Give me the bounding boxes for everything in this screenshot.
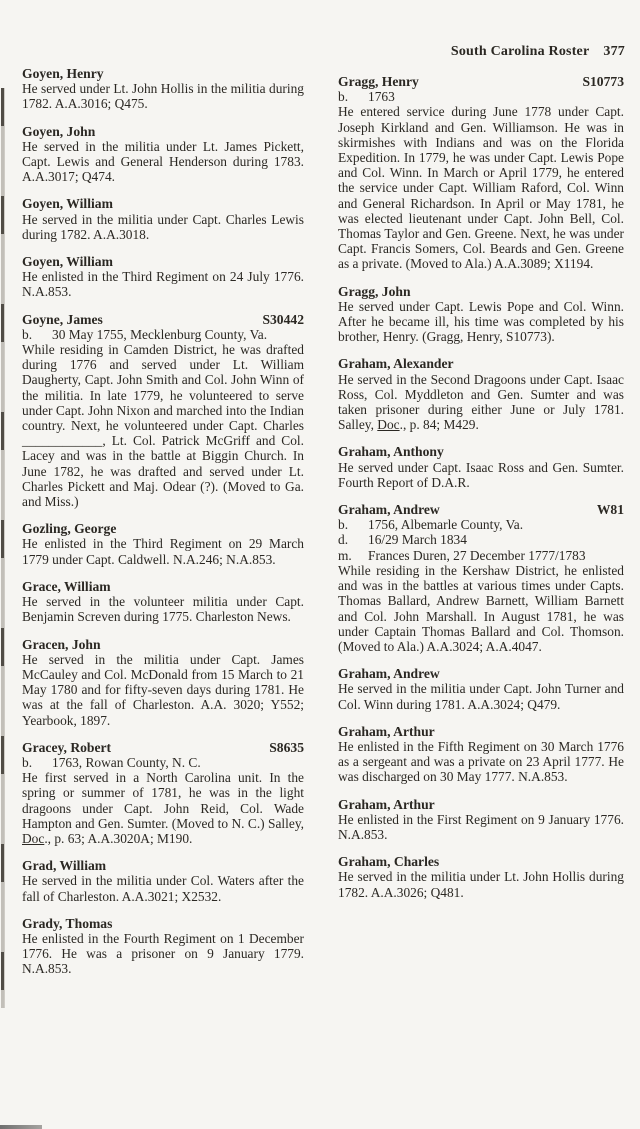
entry-meta-row [338, 517, 624, 532]
entry-name: Gracen, John [22, 636, 101, 652]
entry-head [22, 66, 304, 81]
entry-head [22, 858, 304, 873]
meta-label: b. [338, 517, 349, 533]
body-text: He served in the militia under Lt. John Hollis during 1782. A.A.3026; Q481. [338, 869, 624, 900]
entry-meta-row [338, 548, 624, 563]
entry-claim-number: S8635 [269, 739, 304, 755]
entry-name: Grady, Thomas [22, 915, 113, 931]
entry-body [22, 269, 304, 299]
entry-head [338, 666, 624, 681]
entry-body [22, 342, 304, 509]
entry-body [338, 460, 624, 490]
entry-head [338, 854, 624, 869]
entry-name: Grad, William [22, 858, 107, 874]
entry-claim-number: W81 [596, 502, 624, 518]
entry-body [22, 652, 304, 728]
roster-entry [338, 74, 624, 272]
body-text: ., p. 84; M429. [399, 417, 479, 433]
entry-claim-number: S30442 [262, 311, 304, 327]
roster-entry [22, 637, 304, 728]
entry-body [22, 770, 304, 846]
entry-body [338, 869, 624, 899]
entry-head [338, 284, 624, 299]
roster-entry [22, 521, 304, 567]
entry-name: Gozling, George [22, 521, 117, 537]
entry-body [22, 873, 304, 903]
entry-body [338, 104, 624, 271]
underlined-citation: Doc [22, 830, 45, 846]
entry-name: Graham, Anthony [338, 444, 444, 460]
meta-label: b. [22, 754, 33, 770]
entry-head [338, 74, 624, 89]
entry-head [22, 196, 304, 211]
entry-name: Graham, Arthur [338, 723, 435, 739]
body-text: He served in the Second Dragoons under Capt. Isaac Ross, Col. Myddleton and Gen. Sumter and was taken prisoner during either June or July 1781. Salley, [338, 371, 624, 433]
entry-name: Gragg, John [338, 283, 411, 299]
body-text: He served in the volunteer militia under Capt. Benjamin Screven during 1775. Charleston News. [22, 594, 304, 625]
entry-head [338, 502, 624, 517]
body-text: He served under Capt. Lewis Pope and Col. Winn. After he became ill, his time was completed by his brother, Henry. (Gragg, Henry, S10773). [338, 298, 624, 345]
meta-text: 30 May 1755, Mecklenburg County, Va. [52, 326, 268, 342]
entry-name: Gragg, Henry [338, 74, 419, 89]
meta-label: d. [338, 532, 349, 548]
entry-body [22, 81, 304, 111]
entry-body [338, 299, 624, 345]
entry-meta [338, 89, 624, 104]
roster-entry [22, 916, 304, 977]
body-text: He enlisted in the First Regiment on 9 January 1776. N.A.853. [338, 811, 624, 842]
roster-entry [22, 858, 304, 904]
binding-edge-line [4, 88, 5, 1008]
roster-entry [22, 254, 304, 300]
meta-label: m. [338, 547, 352, 563]
meta-text: 1763, Rowan County, N. C. [52, 754, 201, 770]
roster-entry [22, 740, 304, 846]
entry-meta-row [22, 755, 304, 770]
entry-name: Graham, Alexander [338, 356, 454, 372]
roster-entry [338, 444, 624, 490]
entry-body [338, 681, 624, 711]
body-text: He enlisted in the Third Regiment on 24 July 1776. N.A.853. [22, 269, 304, 300]
entry-head [338, 444, 624, 459]
binding-edge-marks [1, 88, 4, 1008]
entry-meta-row [338, 532, 624, 547]
entry-head [22, 916, 304, 931]
body-text: He served in the militia under Capt. Charles Lewis during 1782. A.A.3018. [22, 211, 304, 242]
entry-name: Goyen, Henry [22, 66, 104, 81]
column-right [338, 74, 624, 912]
meta-text: Frances Duren, 27 December 1777/1783 [368, 547, 586, 563]
entry-body [22, 594, 304, 624]
roster-entry [338, 502, 624, 654]
entry-body [338, 812, 624, 842]
scan-artifact-bar [0, 1125, 42, 1129]
roster-entry [22, 312, 304, 510]
roster-entry [22, 66, 304, 112]
entry-meta-row [22, 327, 304, 342]
entry-name: Graham, Andrew [338, 502, 440, 518]
entry-name: Graham, Andrew [338, 666, 440, 682]
roster-entry [338, 284, 624, 345]
roster-entry [22, 579, 304, 625]
entry-name: Goyne, James [22, 311, 103, 327]
entry-body [22, 212, 304, 242]
body-text: He enlisted in the Fifth Regiment on 30 March 1776 as a sergeant and was a private on 23 April 1777. He was discharged on 30 May 1777. N.A.853. [338, 738, 624, 785]
body-text: He enlisted in the Fourth Regiment on 1 December 1776. He was a prisoner on 9 January 1779. N.A.853. [22, 930, 304, 977]
roster-entry [22, 196, 304, 242]
roster-entry [338, 854, 624, 900]
meta-text: 1763 [368, 89, 395, 105]
entry-body [22, 139, 304, 185]
roster-entry [22, 124, 304, 185]
entry-head [22, 312, 304, 327]
entry-meta [22, 327, 304, 342]
roster-entry [338, 666, 624, 712]
entry-meta-row [338, 89, 624, 104]
body-text: He served in the militia under Capt. John Turner and Col. Winn during 1781. A.A.3024; Q479. [338, 681, 624, 712]
roster-entry [338, 356, 624, 432]
body-text: He first served in a North Carolina unit. In the spring or summer of 1781, he was in the light dragoons under Capt. John Reid, Col. Wade Hampton and Gen. Sumter. (Moved to N. C.) Salley, [22, 770, 304, 831]
entry-head [338, 797, 624, 812]
meta-text: 16/29 March 1834 [368, 532, 467, 548]
underlined-citation: Doc [377, 417, 400, 433]
entry-head [22, 254, 304, 269]
entry-body [338, 563, 624, 654]
body-text: He served in the militia under Lt. James Pickett, Capt. Lewis and General Henderson during 1783. A.A.3017; Q474. [22, 138, 304, 185]
column-left [22, 66, 304, 989]
meta-text: 1756, Albemarle County, Va. [368, 517, 524, 533]
roster-entry [338, 797, 624, 843]
entry-head [338, 356, 624, 371]
roster-entry [338, 724, 624, 785]
entry-body [22, 536, 304, 566]
body-text: He served under Capt. Isaac Ross and Gen. Sumter. Fourth Report of D.A.R. [338, 459, 624, 490]
entry-meta [338, 517, 624, 563]
meta-label: b. [22, 326, 33, 342]
entry-head [22, 579, 304, 594]
entry-head [22, 637, 304, 652]
body-text: He enlisted in the Third Regiment on 29 March 1779 under Capt. Caldwell. N.A.246; N.A.853. [22, 536, 304, 567]
meta-label: b. [338, 89, 349, 105]
entry-name: Goyen, William [22, 196, 113, 212]
entry-body [22, 931, 304, 977]
body-text: He served under Lt. John Hollis in the militia during 1782. A.A.3016; Q475. [22, 81, 304, 112]
body-text: While residing in Camden District, he was drafted during 1776 and served under Lt. William Daugherty, Capt. John Smith and Col. John Winn of the militia. In late 1779, he volunteered to serve under Capt. John Nixon and marched into the Indian country. Next, he volunteered under Capt. Charles ____________, Lt. Col. Patrick McGriff and Col. Lacey and was in the battle at Biggin Church. In June 1782, he was drafted and served under Lt. Charles Pickett and Maj. Odear (?). (Moved to Ga. and Miss.) [22, 342, 304, 510]
entry-head [22, 521, 304, 536]
entry-name: Gracey, Robert [22, 739, 112, 755]
entry-name: Goyen, John [22, 123, 96, 139]
running-head [338, 44, 625, 60]
body-text: While residing in the Kershaw District, he enlisted and was in the battles at various times under Capts. Thomas Ballard, Andrew Barnett, William Barnett and Col. John Marshall. In August 1781, he was under Captain Thomas Ballard and Col. Thomson. (Moved to Ala.) A.A.3024; A.A.4047. [338, 562, 624, 654]
entry-head [338, 724, 624, 739]
body-text: He served in the militia under Col. Waters after the fall of Charleston. A.A.3021; X2532. [22, 873, 304, 904]
entry-claim-number: S10773 [582, 74, 624, 89]
running-head-title: South Carolina Roster [450, 44, 590, 59]
entry-meta [22, 755, 304, 770]
body-text: ., p. 63; A.A.3020A; M190. [44, 830, 193, 846]
body-text: He served in the militia under Capt. James McCauley and Col. McDonald from 15 March to 21 May 1780 and for fifty-seven days during 1781. He was at the fall of Charleston. A.A. 3020; Y552; Yearbook, 1897. [22, 651, 304, 728]
entry-body [338, 739, 624, 785]
body-text: He entered service during June 1778 under Capt. Joseph Kirkland and Gen. Williamson. He was in skirmishes with Indians and was on the Florida Expedition. In 1779, he was under Capt. Lewis Pope and Col. Winn. In March or April 1779, he entered the service under Capt. William Raford, Col. Winn and General Richardson. In April or May 1781, he was elected lieutenant under Capt. John Bell, Col. Thomas Taylor and Gen. Greene. Next, he was under Capt. Francis Somers, Col. Beards and Gen. Greene as a private. (Moved to Ala.) A.A.3089; X1194. [338, 104, 624, 272]
entry-name: Goyen, William [22, 254, 113, 270]
entry-name: Graham, Charles [338, 854, 440, 870]
entry-head [22, 740, 304, 755]
page-number: 377 [603, 44, 625, 59]
entry-name: Graham, Arthur [338, 796, 435, 812]
entry-body [338, 372, 624, 433]
entry-head [22, 124, 304, 139]
entry-name: Grace, William [22, 578, 111, 594]
